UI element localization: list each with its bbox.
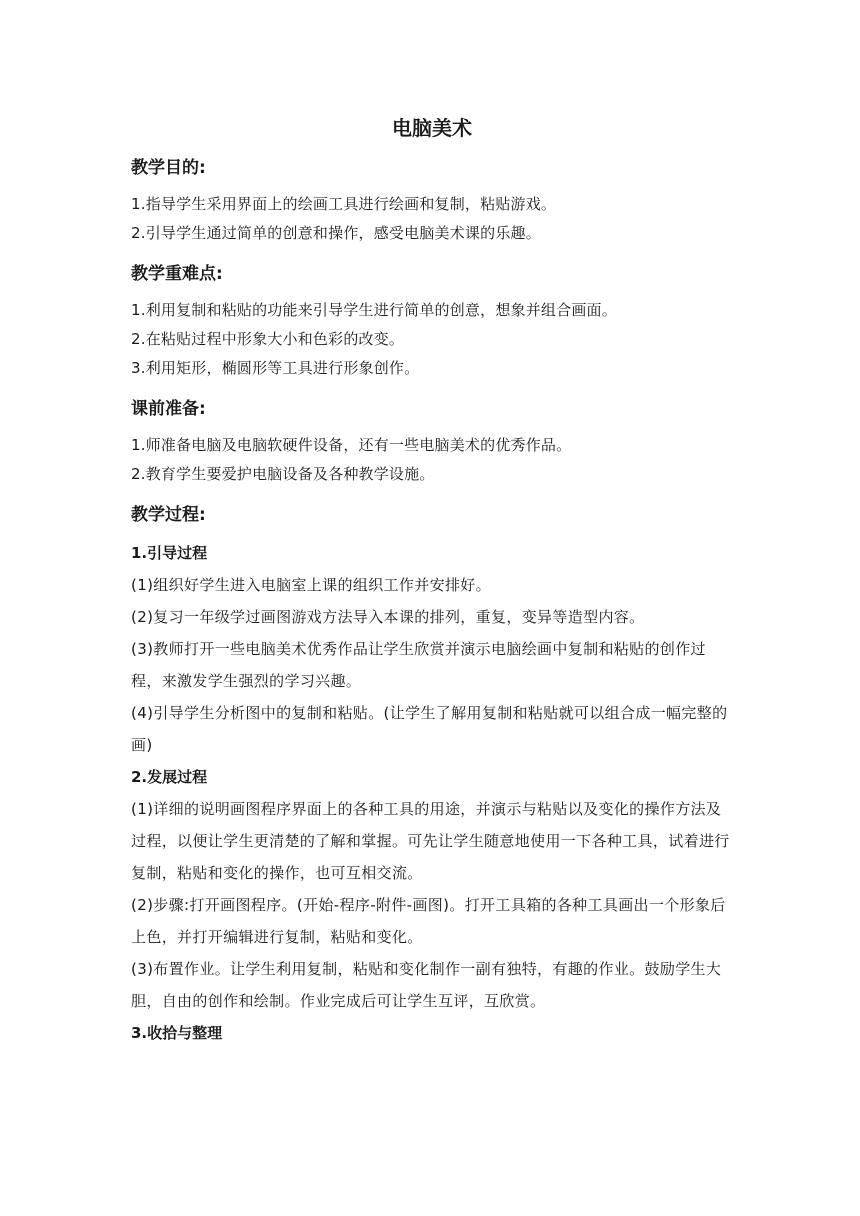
preparation-item: 2.教育学生要爱护电脑设备及各种教学设施。 bbox=[131, 465, 435, 483]
process-item: (1)详细的说明画图程序界面上的各种工具的用途，并演示与粘贴以及变化的操作方法及过程，以便让学生更清楚的了解和掌握。可先让学生随意地使用一下各种工具，试着进行复制，粘贴和变化的操作，也可互相交流。 bbox=[131, 800, 730, 882]
process-item: (2)复习一年级学过画图游戏方法导入本课的排列，重复，变异等造型内容。 bbox=[131, 608, 645, 626]
process-part-title: 1.引导过程 bbox=[131, 544, 208, 562]
objective-item: 1.指导学生采用界面上的绘画工具进行绘画和复制，粘贴游戏。 bbox=[131, 195, 557, 213]
preparation-item: 1.师准备电脑及电脑软硬件设备，还有一些电脑美术的优秀作品。 bbox=[131, 436, 572, 454]
process-item: (1)组织好学生进入电脑室上课的组织工作并安排好。 bbox=[131, 576, 491, 594]
document-body bbox=[131, 112, 731, 1049]
section-heading-objectives: 教学目的: bbox=[131, 158, 206, 178]
section-heading-preparation: 课前准备: bbox=[131, 399, 206, 419]
process-item: (4)引导学生分析图中的复制和粘贴。(让学生了解用复制和粘贴就可以组合成一幅完整的画) bbox=[131, 704, 728, 754]
process-part-title: 2.发展过程 bbox=[131, 768, 208, 786]
key-point-item: 1.利用复制和粘贴的功能来引导学生进行简单的创意，想象并组合画面。 bbox=[131, 301, 617, 319]
key-point-item: 3.利用矩形，椭圆形等工具进行形象创作。 bbox=[131, 359, 420, 377]
document-title: 电脑美术 bbox=[392, 116, 472, 140]
process-item: (3)布置作业。让学生利用复制，粘贴和变化制作一副有独特，有趣的作业。鼓励学生大胆，自由的创作和绘制。作业完成后可让学生互评，互欣赏。 bbox=[131, 960, 722, 1010]
process-item: (2)步骤:打开画图程序。(开始-程序-附件-画图)。打开工具箱的各种工具画出一个形象后上色，并打开编辑进行复制，粘贴和变化。 bbox=[131, 896, 726, 946]
section-heading-key-points: 教学重难点: bbox=[131, 264, 223, 284]
key-point-item: 2.在粘贴过程中形象大小和色彩的改变。 bbox=[131, 330, 405, 348]
section-heading-process: 教学过程: bbox=[131, 505, 206, 525]
process-item: (3)教师打开一些电脑美术优秀作品让学生欣赏并演示电脑绘画中复制和粘贴的创作过程，来激发学生强烈的学习兴趣。 bbox=[131, 640, 706, 690]
process-part-title: 3.收拾与整理 bbox=[131, 1024, 223, 1042]
objective-item: 2.引导学生通过简单的创意和操作，感受电脑美术课的乐趣。 bbox=[131, 224, 541, 242]
